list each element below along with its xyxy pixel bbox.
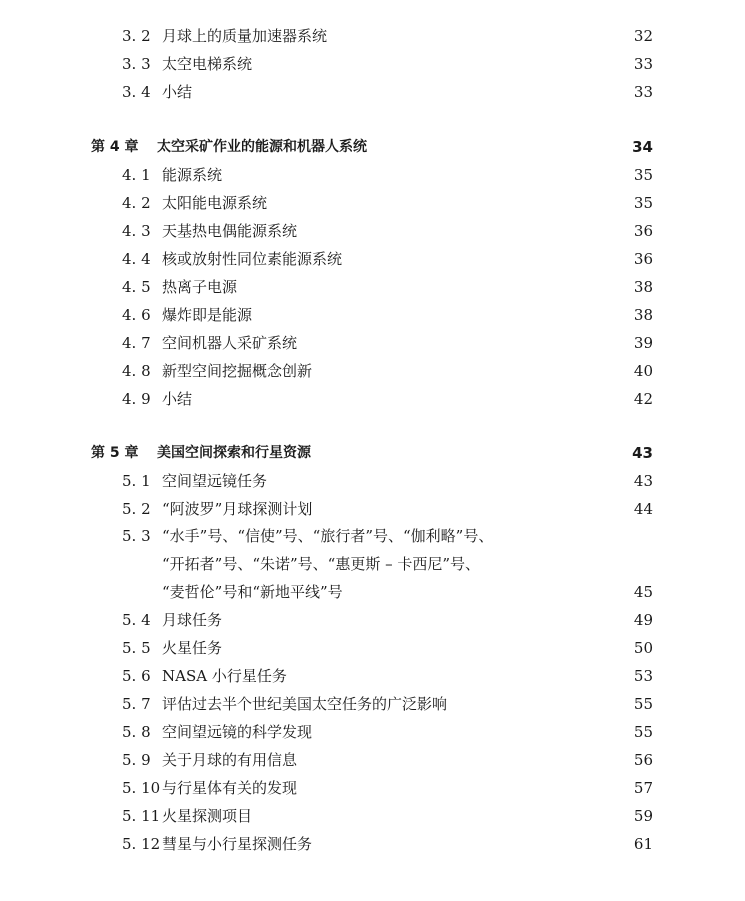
entry-page: 49 [633,611,653,629]
entry-page: 50 [633,639,653,657]
toc-entry [0,664,745,688]
toc-entry [0,469,745,493]
entry-number: 5. 7 [122,695,151,713]
entry-title: 核或放射性同位素能源系统 [162,250,343,268]
entry-page: 33 [633,83,653,101]
entry-title: 月球任务 [162,611,223,629]
entry-title: 关于月球的有用信息 [162,751,298,769]
entry-title: 月球上的质量加速器系统 [162,27,328,45]
entry-page: 38 [633,306,653,324]
entry-number: 4. 4 [122,250,151,268]
toc-entry [0,247,745,271]
entry-number: 5. 5 [122,639,151,657]
entry-title: 太空采矿作业的能源和机器人系统 [157,139,367,155]
entry-title: 评估过去半个世纪美国太空任务的广泛影响 [162,695,448,713]
entry-title: NASA 小行星任务 [162,667,287,685]
entry-title: 能源系统 [162,166,223,184]
toc-entry [0,580,745,604]
entry-page: 38 [633,278,653,296]
toc-entry [0,303,745,327]
entry-number: 5. 11 [122,807,161,825]
entry-number: 4. 3 [122,222,151,240]
entry-title: 与行星体有关的发现 [162,779,298,797]
entry-page: 40 [633,362,653,380]
entry-title: “阿波罗”月球探测计划 [162,500,313,518]
entry-number: 3. 2 [122,27,151,45]
entry-title: “开拓者”号、“朱诺”号、“惠更斯 – 卡西尼”号、 [162,555,481,573]
entry-title: 小结 [162,83,193,101]
entry-page: 55 [633,723,653,741]
entry-number: 5. 3 [122,527,151,545]
toc-entry [0,191,745,215]
entry-page: 42 [633,390,653,408]
entry-title: 热离子电源 [162,278,238,296]
entry-number: 4. 6 [122,306,151,324]
toc-entry [0,331,745,355]
entry-number: 4. 5 [122,278,151,296]
entry-page: 59 [633,807,653,825]
entry-page: 53 [633,667,653,685]
toc-entry [0,552,745,576]
entry-page: 36 [633,222,653,240]
toc-entry [0,524,745,548]
toc-entry [0,80,745,104]
entry-title: 天基热电偶能源系统 [162,222,298,240]
entry-title: 新型空间挖掘概念创新 [162,362,313,380]
toc-entry [0,692,745,716]
entry-page: 61 [633,835,653,853]
entry-number: 5. 12 [122,835,161,853]
entry-title: 空间望远镜任务 [162,472,268,490]
chapter-entry [0,135,745,159]
toc-entry [0,387,745,411]
entry-page: 55 [633,695,653,713]
entry-title: “麦哲伦”号和“新地平线”号 [162,583,343,601]
entry-page: 35 [633,194,653,212]
toc-entry [0,608,745,632]
toc-entry [0,720,745,744]
chapter-entry [0,441,745,465]
entry-title: 太空电梯系统 [162,55,253,73]
entry-page: 34 [632,138,653,156]
entry-page: 45 [633,583,653,601]
entry-number: 4. 7 [122,334,151,352]
toc-entry [0,776,745,800]
entry-number: 5. 10 [122,779,161,797]
toc-entry [0,275,745,299]
entry-page: 36 [633,250,653,268]
entry-number: 5. 9 [122,751,151,769]
entry-title: 火星任务 [162,639,223,657]
entry-title: 爆炸即是能源 [162,306,253,324]
entry-title: 小结 [162,390,193,408]
entry-page: 43 [632,444,653,462]
entry-number: 5. 6 [122,667,151,685]
entry-number: 第 4 章 [91,139,139,155]
entry-number: 4. 8 [122,362,151,380]
entry-title: 空间机器人采矿系统 [162,334,298,352]
entry-title: 火星探测项目 [162,807,253,825]
entry-number: 5. 2 [122,500,151,518]
entry-page: 32 [633,27,653,45]
entry-number: 3. 3 [122,55,151,73]
toc-entry [0,748,745,772]
toc-entry [0,636,745,660]
entry-number: 5. 1 [122,472,151,490]
toc-entry [0,24,745,48]
entry-number: 4. 1 [122,166,151,184]
toc-entry [0,804,745,828]
entry-title: “水手”号、“信使”号、“旅行者”号、“伽利略”号、 [162,527,494,545]
toc-entry [0,497,745,521]
entry-number: 3. 4 [122,83,151,101]
toc-entry [0,359,745,383]
entry-page: 35 [633,166,653,184]
entry-number: 4. 2 [122,194,151,212]
entry-page: 57 [633,779,653,797]
entry-page: 56 [633,751,653,769]
entry-number: 5. 4 [122,611,151,629]
toc-entry [0,219,745,243]
entry-number: 5. 8 [122,723,151,741]
entry-page: 39 [633,334,653,352]
entry-number: 第 5 章 [91,445,139,461]
toc-entry [0,832,745,856]
entry-page: 33 [633,55,653,73]
entry-title: 美国空间探索和行星资源 [157,445,311,461]
entry-page: 43 [633,472,653,490]
toc-entry [0,163,745,187]
entry-page: 44 [633,500,653,518]
toc-entry [0,52,745,76]
entry-title: 太阳能电源系统 [162,194,268,212]
entry-title: 彗星与小行星探测任务 [162,835,313,853]
entry-number: 4. 9 [122,390,151,408]
entry-title: 空间望远镜的科学发现 [162,723,313,741]
